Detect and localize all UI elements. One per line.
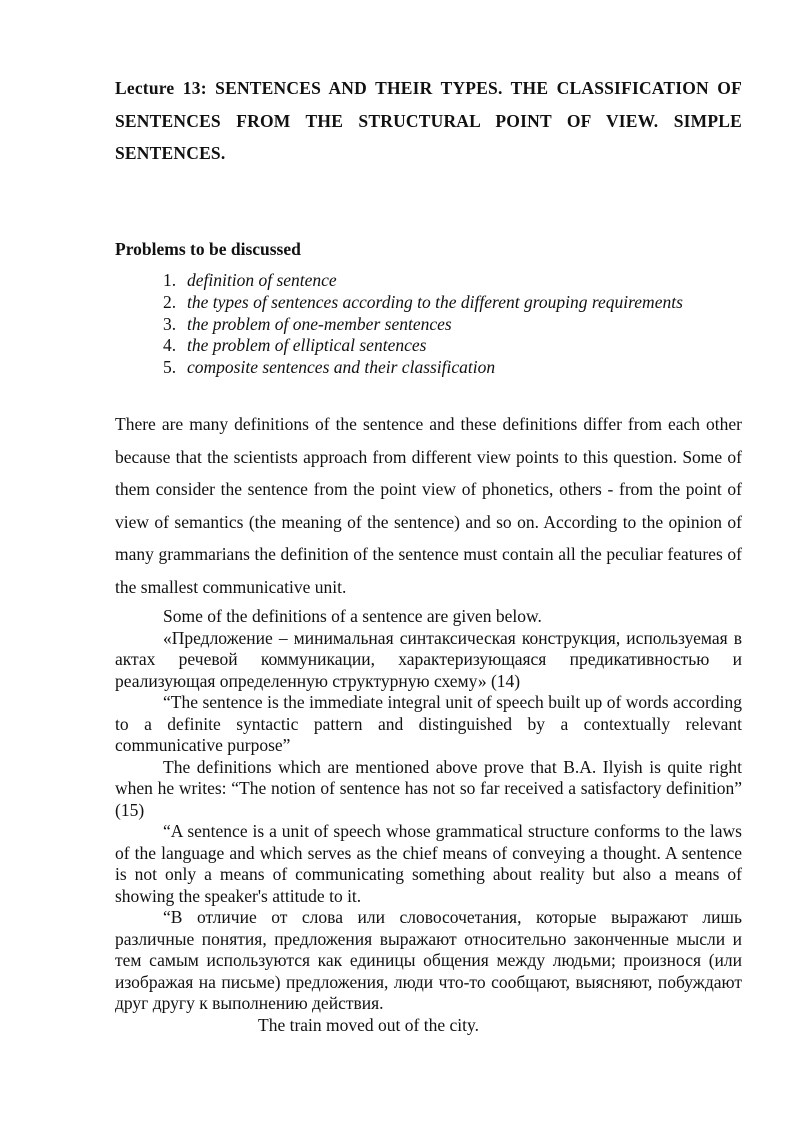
list-item-text: the problem of one-member sentences bbox=[187, 313, 452, 334]
paragraph-english-definition: “The sentence is the immediate integral unit of speech built up of words according to a definite syntactic pattern and distinguished by a contextually relevant communicative purpose” bbox=[115, 692, 742, 755]
list-item-text: definition of sentence bbox=[187, 270, 337, 290]
intro-paragraph: There are many definitions of the sentence and these definitions differ from each other because that the scientists approach from different view points to this question. Some of them consider the sentence from the point view of phonetics, others - from the point of view of semantics (the meaning of the sentence) and so on. According to the opinion of many grammarians the definition of the sentence must contain all the peculiar features of the smallest communicative unit. bbox=[115, 414, 742, 597]
list-item-text: the types of sentences according to the different grouping requirements bbox=[187, 291, 683, 312]
paragraph-definitions-intro: Some of the definitions of a sentence are given below. bbox=[163, 606, 542, 626]
paragraph-russian-definition: «Предложение – минимальная синтаксическая конструкция, используемая в актах речевой коммуникации, характеризующаяся предикативностью и реализующая определенную структурную схему» (14) bbox=[115, 627, 742, 691]
example-sentence: The train moved out of the city. bbox=[258, 1014, 479, 1035]
list-item bbox=[163, 292, 683, 314]
list-item-number: 2. bbox=[163, 291, 177, 312]
list-item-number: 1. bbox=[163, 270, 177, 290]
problems-heading: Problems to be discussed bbox=[115, 239, 301, 259]
body-text bbox=[115, 606, 742, 1036]
list-item-text: composite sentences and their classification bbox=[187, 357, 496, 378]
list-item-number: 3. bbox=[163, 313, 177, 334]
list-item bbox=[163, 314, 683, 336]
paragraph-ilyish-quote: The definitions which are mentioned above prove that B.A. Ilyish is quite right when he writes: “The notion of sentence has not so far received a satisfactory definition” (15) bbox=[115, 756, 742, 820]
lecture-title: Lecture 13: SENTENCES AND THEIR TYPES. THE CLASSIFICATION OF SENTENCES FROM THE STRUCTURAL POINT OF VIEW. SIMPLE SENTENCES. bbox=[115, 78, 742, 163]
list-item bbox=[163, 270, 683, 292]
list-item-number: 4. bbox=[163, 335, 177, 356]
list-item bbox=[163, 357, 683, 379]
list-item-text: the problem of elliptical sentences bbox=[187, 335, 427, 356]
problems-list bbox=[163, 270, 683, 379]
list-item-number: 5. bbox=[163, 357, 177, 378]
paragraph-unit-of-speech: “A sentence is a unit of speech whose grammatical structure conforms to the laws of the language and which serves as the chief means of conveying a thought. A sentence is not only a means of communicating something about reality but also a means of showing the speaker's attitude to it. bbox=[115, 821, 742, 906]
paragraph-russian-comparison: “В отличие от слова или словосочетания, которые выражают лишь различные понятия, предложения выражают относительно законченные мысли и тем самым используются как единицы общения между людьми; произнося (или изображая на письме) предложения, люди что-то сообщают, выясняют, побуждают друг другу к выполнению действия. bbox=[115, 907, 742, 1013]
list-item bbox=[163, 335, 683, 357]
